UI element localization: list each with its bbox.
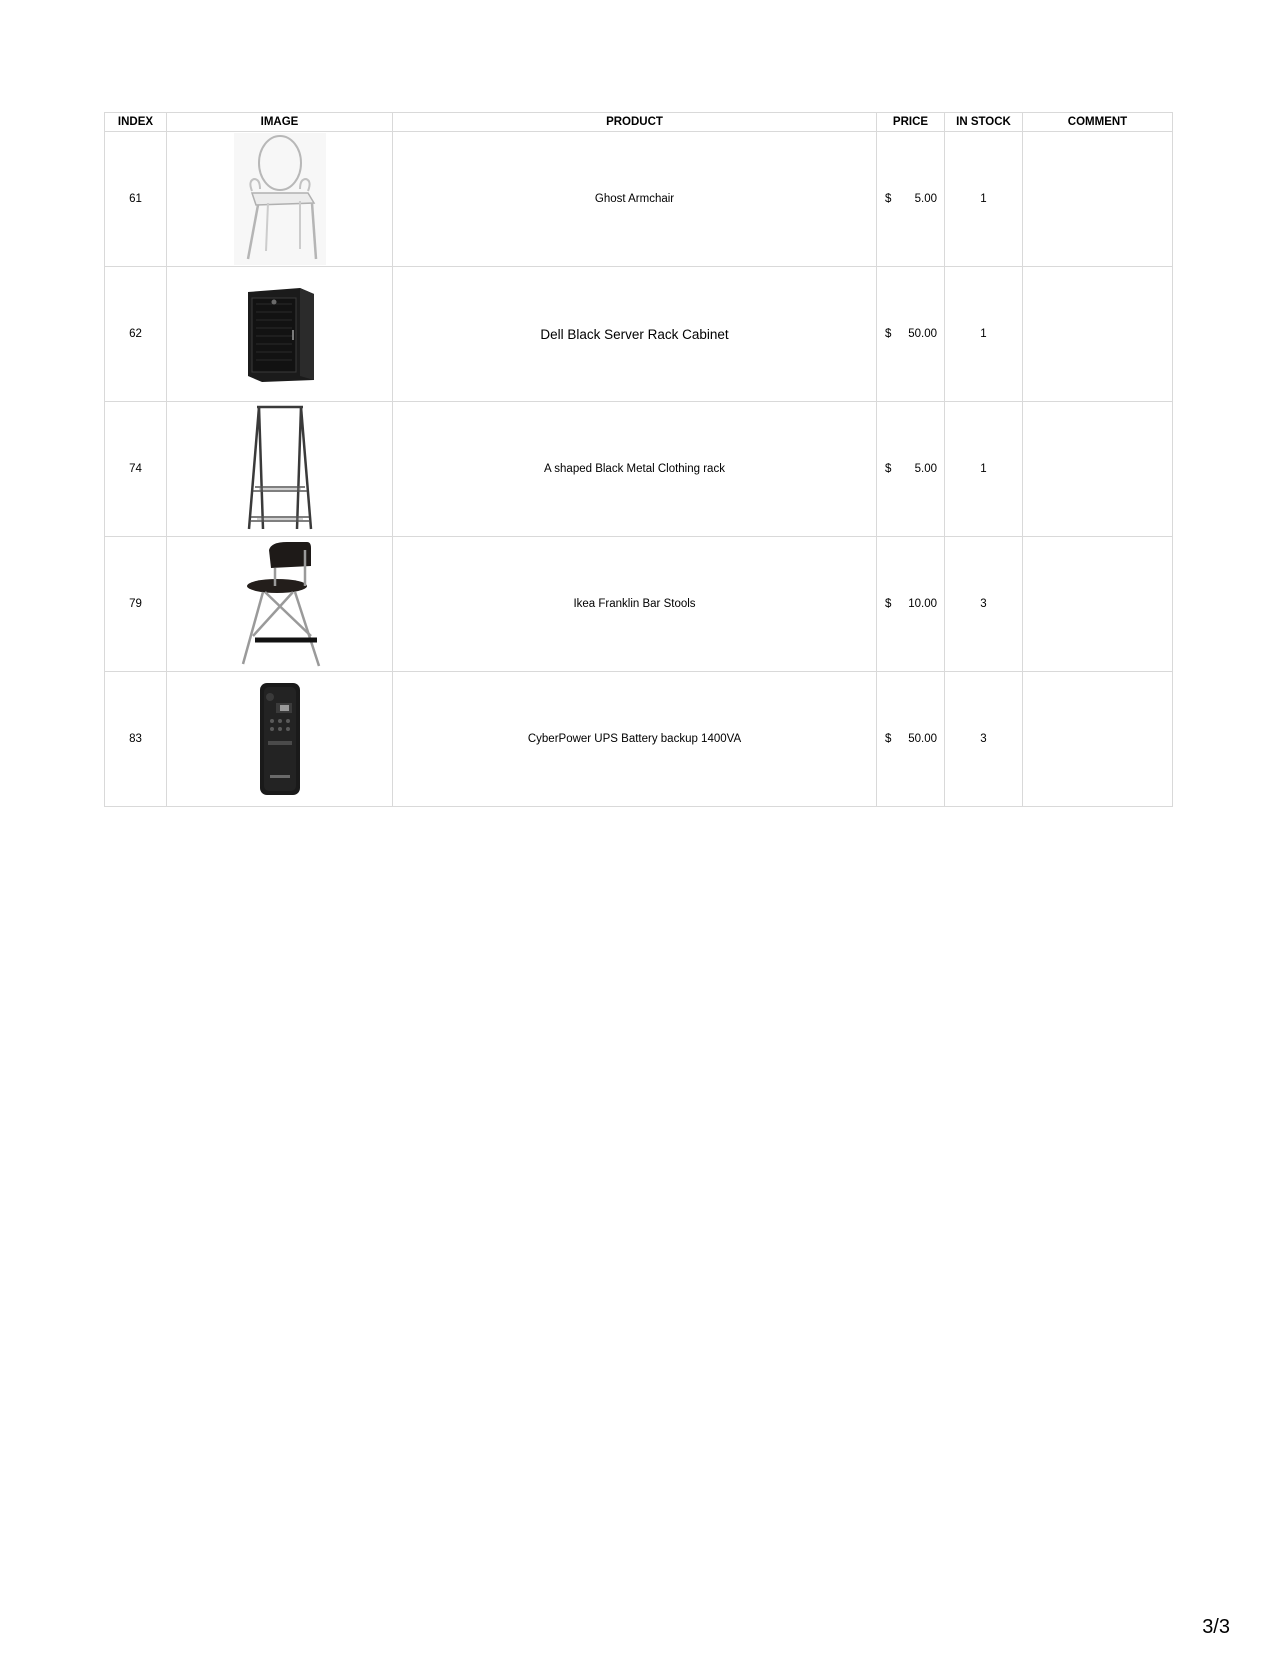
header-index: INDEX: [105, 113, 167, 132]
bar-stool-image: [235, 540, 325, 668]
image-cell: [167, 267, 393, 402]
in-stock-cell: 1: [945, 402, 1023, 537]
price-cell: [877, 402, 945, 537]
in-stock-cell: 3: [945, 537, 1023, 672]
header-row: [105, 113, 1173, 132]
table-row: [105, 537, 1173, 672]
product-cell: Dell Black Server Rack Cabinet: [393, 267, 877, 402]
comment-cell: [1023, 132, 1173, 267]
index-cell: 79: [105, 537, 167, 672]
price-amount: 50.00: [908, 733, 937, 745]
header-product: PRODUCT: [393, 113, 877, 132]
price-cell: [877, 537, 945, 672]
in-stock-cell: 1: [945, 132, 1023, 267]
table-row: [105, 672, 1173, 807]
price-amount: 5.00: [914, 463, 937, 475]
index-cell: 83: [105, 672, 167, 807]
table-row: [105, 267, 1173, 402]
price-cell: [877, 132, 945, 267]
image-cell: [167, 132, 393, 267]
comment-cell: [1023, 537, 1173, 672]
price-cell: [877, 267, 945, 402]
product-cell: Ghost Armchair: [393, 132, 877, 267]
header-image: IMAGE: [167, 113, 393, 132]
currency-symbol: $: [885, 328, 892, 340]
price-amount: 5.00: [914, 193, 937, 205]
page-number: 3/3: [1202, 1616, 1230, 1638]
image-cell: [167, 537, 393, 672]
ghost-armchair-image: [234, 133, 326, 265]
table-row: [105, 402, 1173, 537]
table-row: [105, 132, 1173, 267]
index-cell: 62: [105, 267, 167, 402]
image-cell: [167, 402, 393, 537]
index-cell: 74: [105, 402, 167, 537]
image-cell: [167, 672, 393, 807]
product-cell: Ikea Franklin Bar Stools: [393, 537, 877, 672]
comment-cell: [1023, 402, 1173, 537]
header-comment: COMMENT: [1023, 113, 1173, 132]
header-price: PRICE: [877, 113, 945, 132]
header-in-stock: IN STOCK: [945, 113, 1023, 132]
clothing-rack-image: [245, 403, 315, 535]
ups-battery-image: [256, 679, 304, 799]
price-amount: 10.00: [908, 598, 937, 610]
currency-symbol: $: [885, 193, 892, 205]
in-stock-cell: 3: [945, 672, 1023, 807]
product-cell: CyberPower UPS Battery backup 1400VA: [393, 672, 877, 807]
server-rack-cabinet-image: [242, 284, 318, 384]
price-cell: [877, 672, 945, 807]
comment-cell: [1023, 672, 1173, 807]
currency-symbol: $: [885, 598, 892, 610]
price-amount: 50.00: [908, 328, 937, 340]
comment-cell: [1023, 267, 1173, 402]
product-cell: A shaped Black Metal Clothing rack: [393, 402, 877, 537]
currency-symbol: $: [885, 733, 892, 745]
currency-symbol: $: [885, 463, 892, 475]
index-cell: 61: [105, 132, 167, 267]
inventory-table: [104, 112, 1173, 807]
in-stock-cell: 1: [945, 267, 1023, 402]
